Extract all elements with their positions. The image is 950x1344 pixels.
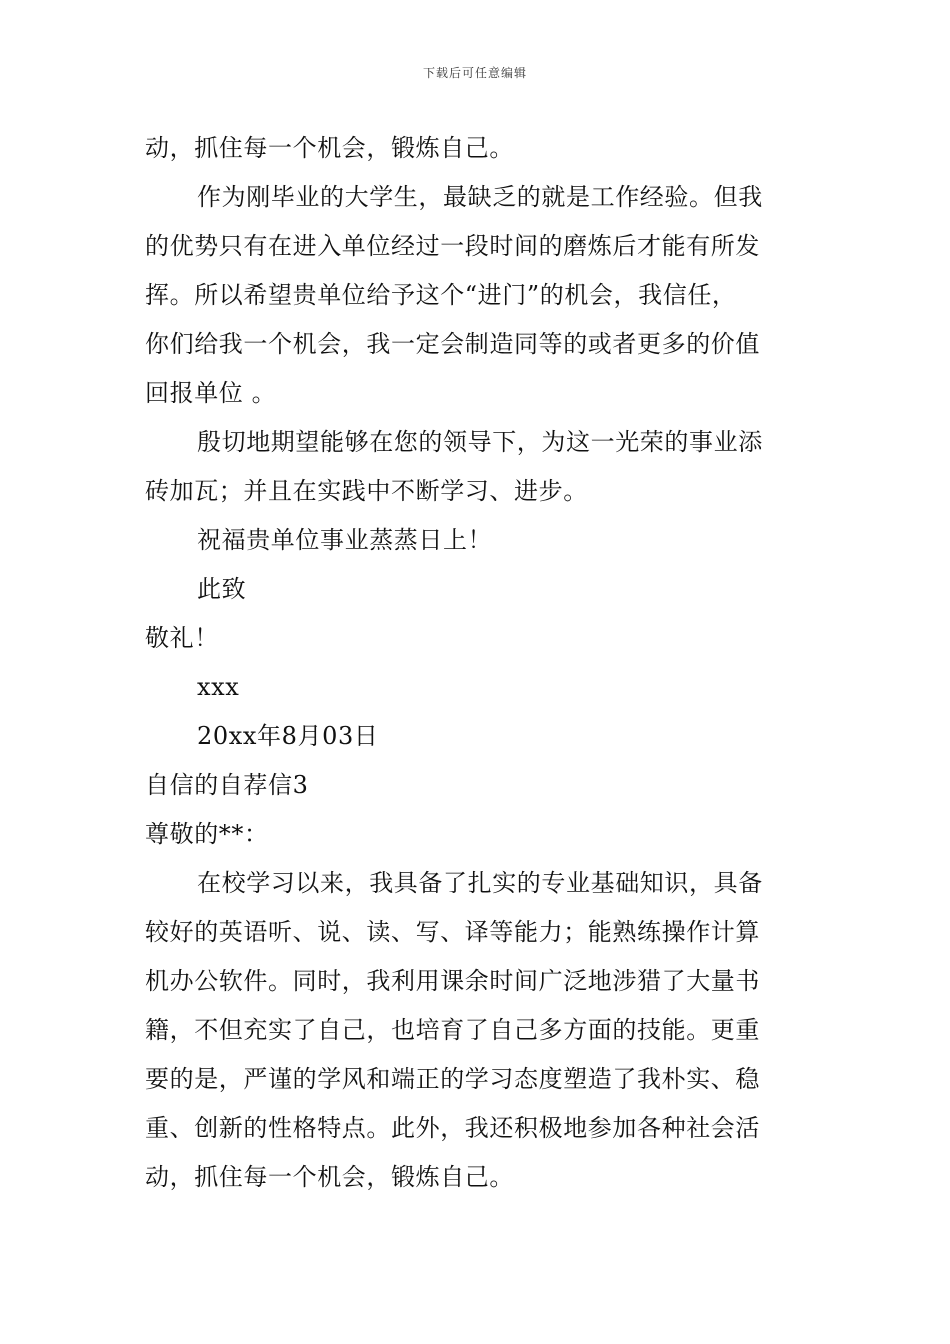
paragraph-line: 殷切地期望能够在您的领导下，为这一光荣的事业添 — [197, 428, 763, 456]
paragraph-line: 籍，不但充实了自己，也培育了自己多方面的技能。更重 — [145, 1016, 760, 1044]
paragraph-line: 要的是，严谨的学风和端正的学习态度塑造了我朴实、稳 — [145, 1065, 760, 1093]
letter-body — [145, 124, 810, 1202]
paragraph-line: 你们给我一个机会，我一定会制造同等的或者更多的价值 — [145, 330, 760, 358]
paragraph-line: 在校学习以来，我具备了扎实的专业基础知识，具备 — [197, 869, 763, 897]
paragraph-line: 动，抓住每一个机会，锻炼自己。 — [145, 134, 514, 162]
greeting: 尊敬的**： — [145, 820, 269, 848]
paragraph-line: 砖加瓦；并且在实践中不断学习、进步。 — [145, 477, 588, 505]
section-title: 自信的自荐信3 — [145, 771, 309, 799]
paragraph-line: 回报单位 。 — [145, 379, 277, 407]
signature-name: xxx — [197, 673, 240, 701]
paragraph-line: 动，抓住每一个机会，锻炼自己。 — [145, 1163, 514, 1191]
paragraph-line: 的优势只有在进入单位经过一段时间的磨炼后才能有所发 — [145, 232, 760, 260]
paragraph-line: 机办公软件。同时，我利用课余时间广泛地涉猎了大量书 — [145, 967, 760, 995]
salutation-respect: 敬礼！ — [145, 624, 219, 652]
paragraph-line: 较好的英语听、说、读、写、译等能力；能熟练操作计算 — [145, 918, 760, 946]
signature-date: 20xx年8月03日 — [197, 722, 379, 750]
page-header: 下载后可任意编辑 — [422, 66, 527, 80]
salutation-closing: 此致 — [197, 575, 247, 603]
paragraph-line: 重、创新的性格特点。此外，我还积极地参加各种社会活 — [145, 1114, 760, 1142]
paragraph-line: 挥。所以希望贵单位给予这个“进门”的机会，我信任， — [145, 281, 737, 309]
paragraph-line: 作为刚毕业的大学生，最缺乏的就是工作经验。但我 — [197, 183, 763, 211]
closing-wish: 祝福贵单位事业蒸蒸日上！ — [197, 526, 493, 554]
